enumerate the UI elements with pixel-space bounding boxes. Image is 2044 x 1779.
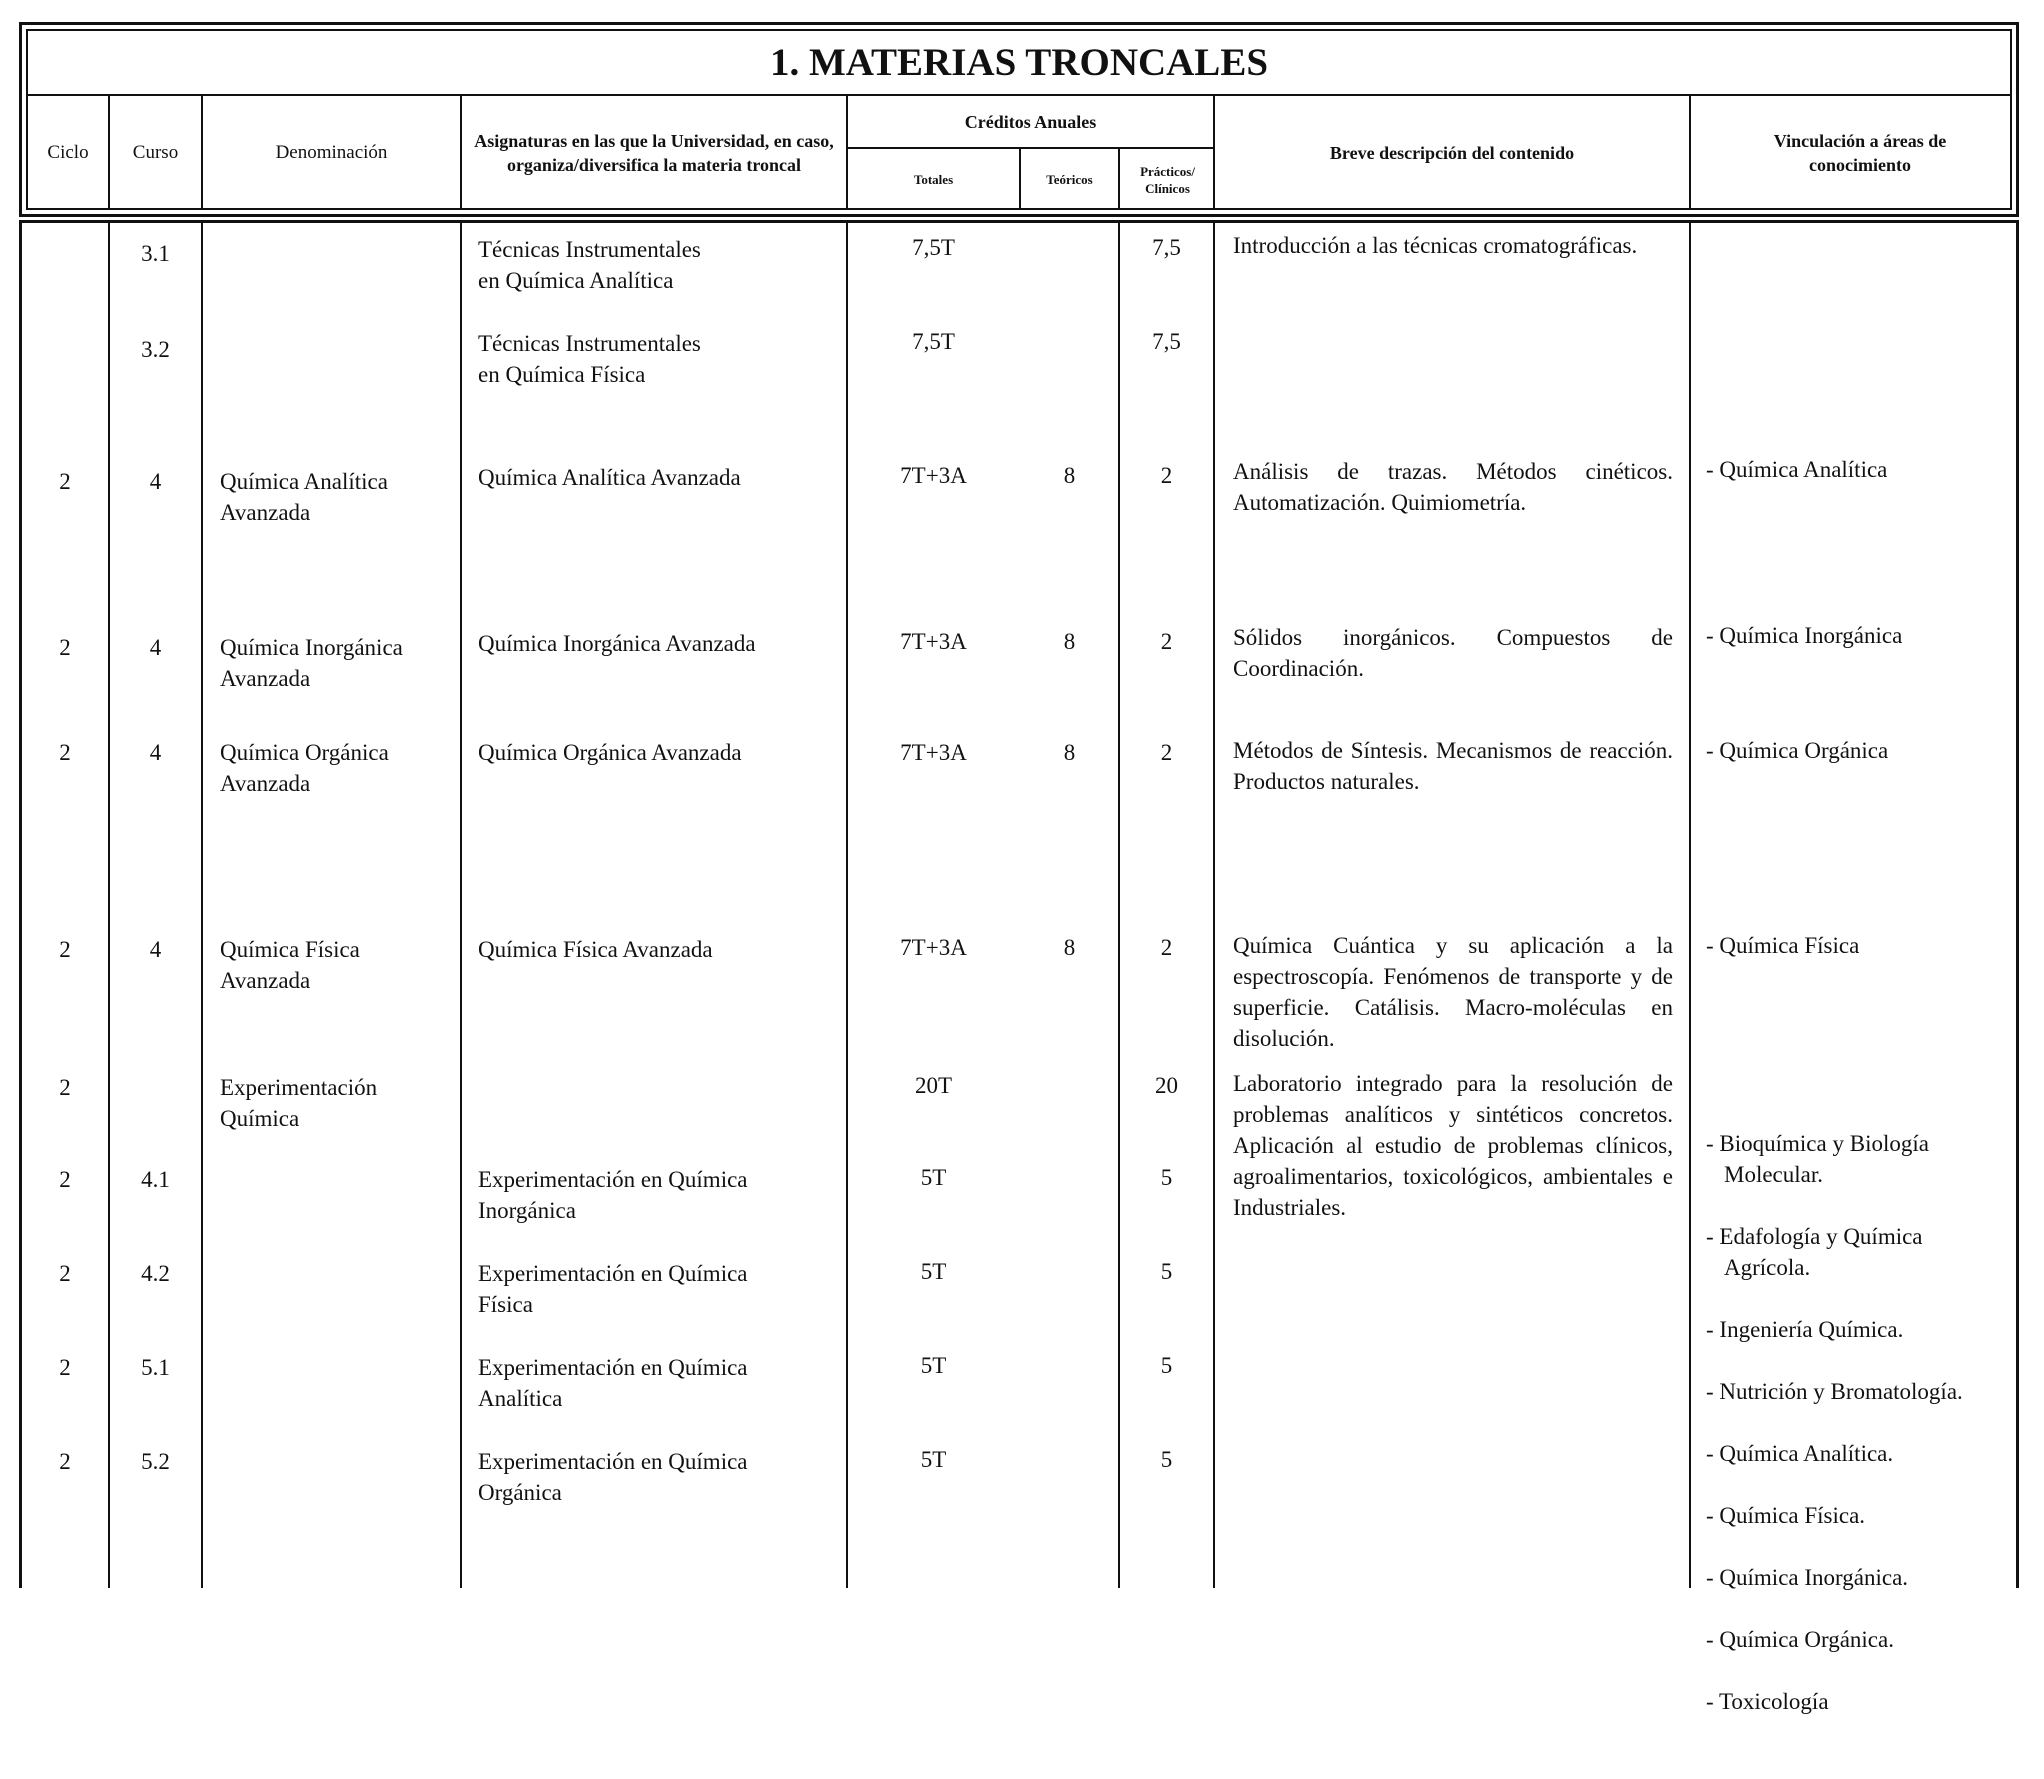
row-exp-totales: 20T <box>914 1073 953 1098</box>
row-qf-asignatura: Química Física Avanzada <box>478 937 713 962</box>
row-qo-practicos: 2 <box>1160 740 1173 765</box>
row-qi-ciclo: 2 <box>59 635 71 660</box>
row-5-1-curso: 5.1 <box>141 1355 170 1380</box>
header-col-divider <box>460 96 462 210</box>
row-4-1-curso: 4.1 <box>141 1167 170 1192</box>
row-qa-teoricos: 8 <box>1063 463 1076 488</box>
row-4-2-asignatura: Experimentación en Química Física <box>478 1261 748 1317</box>
area-item: - Química Inorgánica. <box>1706 1565 1909 1590</box>
body-top-border <box>19 220 2019 223</box>
row-qo-asignatura: Química Orgánica Avanzada <box>478 740 742 765</box>
body-col-divider <box>1213 223 1215 1588</box>
row-qf-areas: - Química Física <box>1706 933 1860 958</box>
row-qo-ciclo: 2 <box>59 740 71 765</box>
row-qa-descripcion: Análisis de trazas. Métodos cinéticos. Automatización. Quimiometría. <box>1233 459 1673 515</box>
row-qa-areas: - Química Analítica <box>1706 457 1888 482</box>
row-4-1-practicos: 5 <box>1160 1165 1173 1190</box>
row-qa-practicos: 2 <box>1160 463 1173 488</box>
area-item: - Química Orgánica. <box>1706 1627 1894 1652</box>
row-5-2-asignatura: Experimentación en Química Orgánica <box>478 1449 748 1505</box>
row-5-2-totales: 5T <box>920 1447 947 1472</box>
row-5-1-totales: 5T <box>920 1353 947 1378</box>
page-title: 1. MATERIAS TRONCALES <box>769 41 1269 84</box>
row-qi-totales: 7T+3A <box>900 629 967 654</box>
body-right-border <box>2016 223 2019 1588</box>
header-asignaturas: Asignaturas en las que la Universidad, en caso, organiza/diversifica la materia troncal <box>474 131 834 175</box>
row-qa-denominacion: Química Analítica Avanzada <box>220 469 388 525</box>
area-item: - Bioquímica y Biología Molecular. <box>1706 1131 1929 1187</box>
row-qa-ciclo: 2 <box>59 469 71 494</box>
row-3-1-curso: 3.1 <box>141 241 170 266</box>
header-practicos: Prácticos/ Clínicos <box>1140 163 1195 196</box>
row-qo-curso: 4 <box>149 740 162 765</box>
row-qo-areas: - Química Orgánica <box>1706 738 1889 763</box>
row-3-2-totales: 7,5T <box>912 329 955 354</box>
body-col-divider <box>460 223 462 1588</box>
row-exp-denominacion: Experimentación Química <box>220 1075 378 1131</box>
row-qf-ciclo: 2 <box>59 937 71 962</box>
row-qa-asignatura: Química Analítica Avanzada <box>478 465 741 490</box>
row-qi-curso: 4 <box>149 635 162 660</box>
area-item: - Edafología y Química Agrícola. <box>1706 1224 1923 1280</box>
body-col-divider <box>201 223 203 1588</box>
header-vinculacion: Vinculación a áreas de conocimiento <box>1773 131 1947 175</box>
row-qf-totales: 7T+3A <box>900 935 967 960</box>
row-3-1-descripcion: Introducción a las técnicas cromatográficas. <box>1233 233 1638 258</box>
row-qf-curso: 4 <box>149 937 162 962</box>
row-5-1-ciclo: 2 <box>59 1355 71 1380</box>
row-qo-teoricos: 8 <box>1063 740 1076 765</box>
row-qi-teoricos: 8 <box>1063 629 1076 654</box>
header-col-divider <box>1689 96 1691 210</box>
header-curso: Curso <box>132 142 179 163</box>
row-qi-asignatura: Química Inorgánica Avanzada <box>478 631 756 656</box>
area-item: - Toxicología <box>1706 1689 1829 1714</box>
header-totales: Totales <box>913 172 954 187</box>
row-qf-denominacion: Química Física Avanzada <box>220 937 360 993</box>
row-3-2-practicos: 7,5 <box>1152 329 1181 354</box>
row-qo-totales: 7T+3A <box>900 740 967 765</box>
row-5-1-asignatura: Experimentación en Química Analítica <box>478 1355 748 1411</box>
area-item: - Ingeniería Química. <box>1706 1317 1904 1342</box>
row-4-2-totales: 5T <box>920 1259 947 1284</box>
row-3-2-asignatura: Técnicas Instrumentales en Química Física <box>478 331 701 387</box>
row-qf-teoricos: 8 <box>1063 935 1076 960</box>
row-qa-curso: 4 <box>149 469 162 494</box>
row-qi-denominacion: Química Inorgánica Avanzada <box>220 635 403 691</box>
row-exp-practicos: 20 <box>1155 1073 1178 1098</box>
header-descripcion: Breve descripción del contenido <box>1329 143 1575 163</box>
row-4-1-ciclo: 2 <box>59 1167 71 1192</box>
row-qi-practicos: 2 <box>1160 629 1173 654</box>
row-qi-areas: - Química Inorgánica <box>1706 623 1903 648</box>
row-4-2-ciclo: 2 <box>59 1261 71 1286</box>
row-5-2-practicos: 5 <box>1160 1447 1173 1472</box>
header-col-divider <box>1118 149 1120 210</box>
row-qa-totales: 7T+3A <box>900 463 967 488</box>
body-col-divider <box>846 223 848 1588</box>
row-3-2-curso: 3.2 <box>141 337 170 362</box>
row-5-2-ciclo: 2 <box>59 1449 71 1474</box>
row-3-1-practicos: 7,5 <box>1152 235 1181 260</box>
area-item: - Química Física. <box>1706 1503 1866 1528</box>
area-item: - Nutrición y Bromatología. <box>1706 1379 1963 1404</box>
row-exp-areas-list <box>1706 1066 2011 1779</box>
row-qo-denominacion: Química Orgánica Avanzada <box>220 740 389 796</box>
row-exp-descripcion: Laboratorio integrado para la resolución de problemas analíticos y sintéticos concretos. Aplicación al estudio de problemas clínicos, agroalimentarios, toxicológicos, ambientales e Industriales. <box>1233 1071 1673 1220</box>
row-4-2-practicos: 5 <box>1160 1259 1173 1284</box>
row-5-1-practicos: 5 <box>1160 1353 1173 1378</box>
row-3-1-asignatura: Técnicas Instrumentales en Química Analítica <box>478 237 701 293</box>
row-4-1-totales: 5T <box>920 1165 947 1190</box>
header-ciclo: Ciclo <box>47 142 89 163</box>
body-col-divider <box>108 223 110 1588</box>
row-qi-descripcion: Sólidos inorgánicos. Compuestos de Coordinación. <box>1233 625 1673 681</box>
row-qo-descripcion: Métodos de Síntesis. Mecanismos de reacción. Productos naturales. <box>1233 738 1673 794</box>
header-creditos-anuales: Créditos Anuales <box>964 111 1097 132</box>
row-qf-descripcion: Química Cuántica y su aplicación a la espectroscopía. Fenómenos de transporte y de superficie. Catálisis. Macro-moléculas en disolución. <box>1233 933 1673 1051</box>
row-5-2-curso: 5.2 <box>141 1449 170 1474</box>
body-col-divider <box>1118 223 1120 1588</box>
row-4-2-curso: 4.2 <box>141 1261 170 1286</box>
header-denominacion: Denominación <box>275 142 388 163</box>
row-exp-ciclo: 2 <box>59 1075 71 1100</box>
header-teoricos: Teóricos <box>1046 172 1093 187</box>
row-4-1-asignatura: Experimentación en Química Inorgánica <box>478 1167 748 1223</box>
row-qf-practicos: 2 <box>1160 935 1173 960</box>
row-3-1-totales: 7,5T <box>912 235 955 260</box>
area-item: - Química Analítica. <box>1706 1441 1894 1466</box>
body-col-divider <box>1689 223 1691 1588</box>
